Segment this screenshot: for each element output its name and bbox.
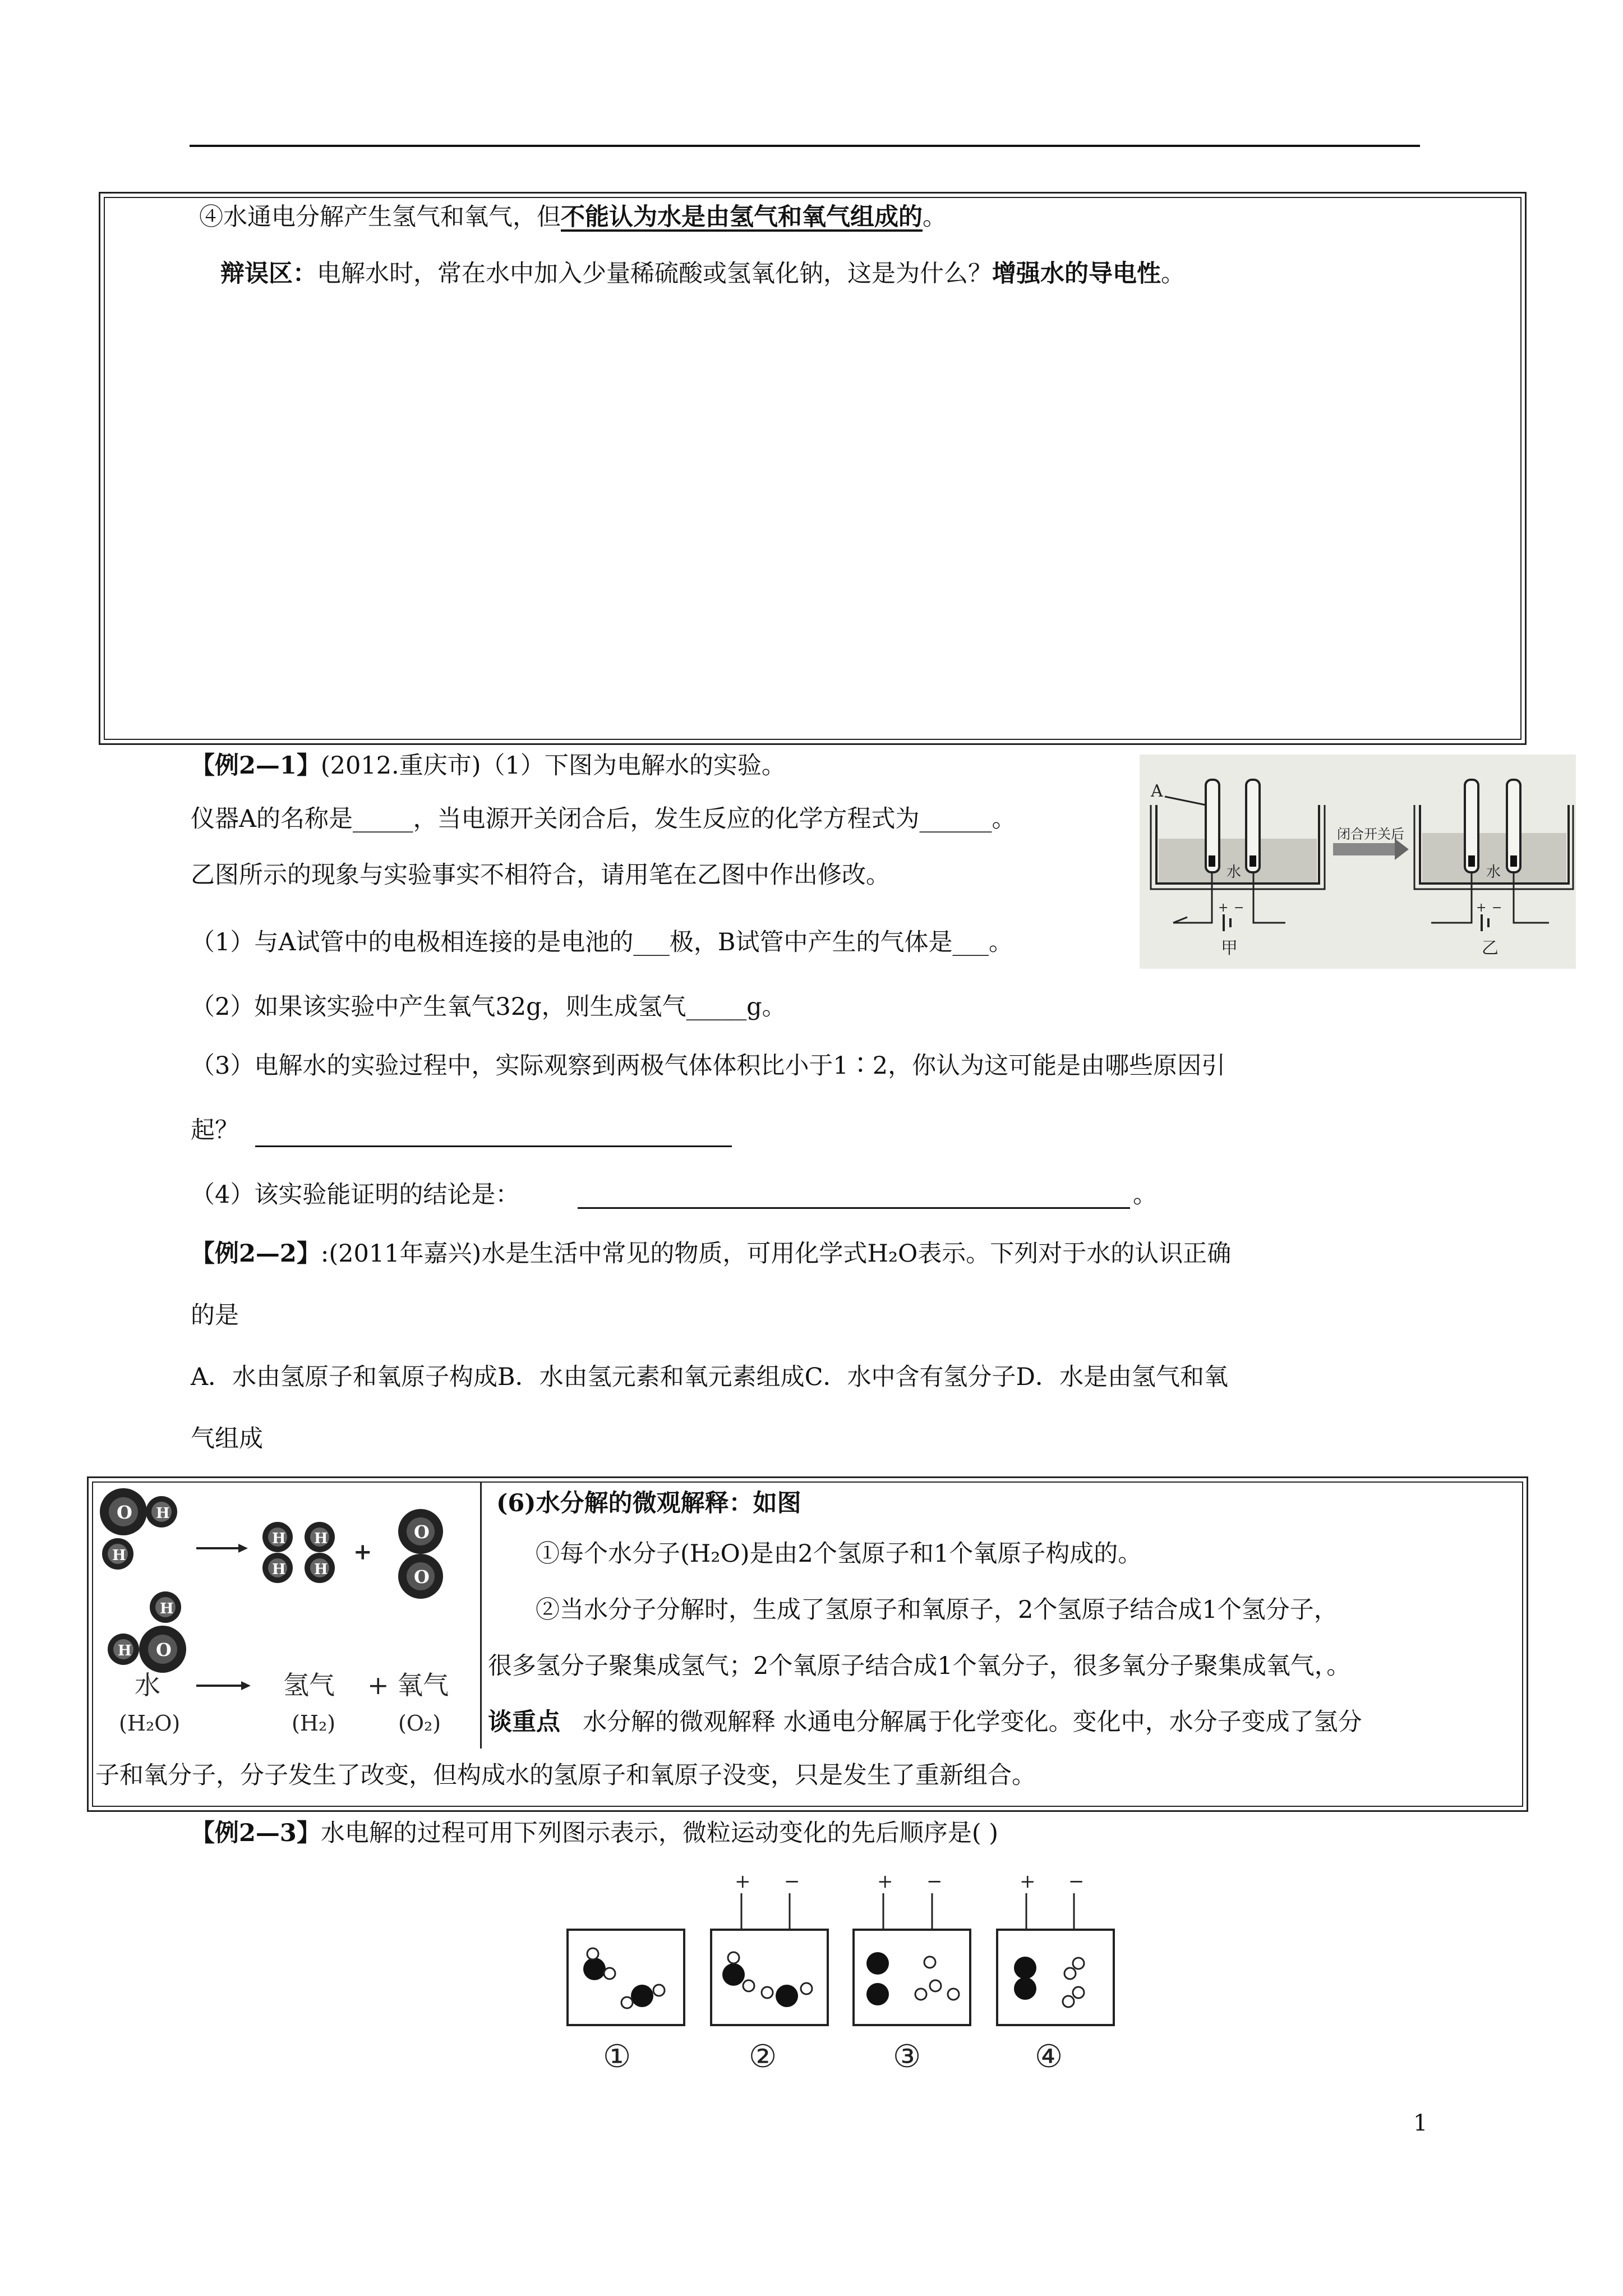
example-2-2-options-cont: 气组成 — [191, 1425, 263, 1453]
electrolysis-figure — [1140, 754, 1576, 969]
formula-hydrogen: (H₂) — [292, 1711, 336, 1736]
note-end: 。 — [923, 203, 947, 231]
header-rule — [190, 145, 1420, 147]
water-decomposition-figure — [95, 1484, 477, 1747]
battery-plus-left: + — [1218, 901, 1229, 915]
atom-label: H — [118, 1642, 132, 1659]
example-source: (2012.重庆市)（1）下图为电解水的实验。 — [320, 752, 786, 780]
question-4: （4）该实验能证明的结论是： — [191, 1181, 520, 1209]
hydrogen-molecules — [262, 1522, 335, 1583]
water-molecule-2 — [108, 1591, 186, 1673]
note-line-2 — [220, 257, 1185, 291]
question-3-line-1: （3）电解水的实验过程中，实际观察到两极气体体积比小于1∶2，你认为这可能是由哪些原因引 — [191, 1052, 1226, 1080]
formula-water: (H₂O) — [119, 1711, 181, 1736]
atom-label: O — [414, 1521, 430, 1543]
atom-label: O — [156, 1639, 172, 1660]
note-line-1 — [199, 200, 947, 234]
water-molecule-1 — [100, 1488, 177, 1570]
box-divider-vertical — [480, 1482, 482, 1749]
note-text: ④水通电分解产生氢气和氧气，但 — [199, 203, 561, 231]
example-2-1-heading — [191, 749, 786, 783]
battery-minus-right: − — [1492, 901, 1502, 915]
arrow-label: 闭合开关后 — [1337, 826, 1404, 842]
answer-blank-4[interactable] — [578, 1207, 1130, 1209]
page-number: 1 — [1413, 2110, 1428, 2136]
label-hydrogen: 氢气 — [283, 1670, 335, 1700]
atom-label: H — [272, 1561, 286, 1578]
atom-label: H — [156, 1505, 170, 1522]
example-2-2-options: A．水由氢原子和氧原子构成B．水由氢元素和氧元素组成C．水中含有氢分子D．水是由氢气和氧 — [191, 1363, 1229, 1391]
plus-sign: + — [353, 1539, 372, 1565]
sequence-panel-3 — [854, 1893, 970, 2025]
formula-oxygen: (O₂) — [398, 1711, 441, 1736]
electrode-minus: − — [926, 1874, 943, 1893]
battery-minus-left: − — [1234, 901, 1244, 915]
atom-label: O — [117, 1502, 132, 1523]
label-yi: 乙 — [1482, 938, 1498, 958]
panel-label-4: ④ — [1035, 2039, 1063, 2075]
micro-explanation-point-2b: 很多氢分子聚集成氢气；2个氧原子结合成1个氧分子，很多氧分子聚集成氧气，。 — [488, 1652, 1351, 1680]
atom-label: O — [414, 1566, 430, 1588]
electrode-plus: + — [1020, 1874, 1036, 1893]
example-tag: 【例2—1】 — [191, 752, 321, 780]
battery-plus-right: + — [1476, 901, 1487, 915]
misconception-label: 辩误区： — [220, 260, 317, 288]
example-text: 水电解的过程可用下列图示表示，微粒运动变化的先后顺序是( ) — [320, 1819, 999, 1847]
panel-label-2: ② — [749, 2039, 777, 2075]
panel-label-1: ① — [603, 2039, 631, 2075]
sequence-panel-4 — [997, 1893, 1114, 2025]
micro-explanation-title: (6)水分解的微观解释：如图 — [496, 1489, 801, 1517]
question-2: （2）如果该实验中产生氧气32g，则生成氢气_____g。 — [191, 993, 786, 1021]
example-2-1-line-2: 乙图所示的现象与实验事实不相符合，请用笔在乙图中作出修改。 — [191, 861, 890, 889]
electrode-plus: + — [877, 1874, 893, 1893]
label-oxygen: + 氧气 — [367, 1670, 449, 1700]
answer-blank-3[interactable] — [255, 1145, 732, 1147]
electrolysis-sequence-figure — [555, 1874, 1138, 2087]
sequence-panel-2 — [711, 1893, 828, 2025]
electrode-minus: − — [1068, 1874, 1085, 1893]
example-2-2-line-1 — [191, 1237, 1231, 1271]
question-3-line-2: 起？ — [191, 1116, 239, 1144]
example-2-2-line-2: 的是 — [191, 1301, 239, 1329]
reaction-arrow-icon — [196, 1544, 248, 1553]
label-a: A — [1151, 781, 1163, 801]
water-label-left: 水 — [1227, 864, 1242, 881]
example-2-3-heading — [191, 1816, 998, 1850]
focus-text: 水分解的微观解释 水通电分解属于化学变化。变化中，水分子变成了氢分 — [583, 1708, 1362, 1736]
water-label-right: 水 — [1486, 864, 1501, 881]
atom-label: H — [272, 1530, 286, 1547]
electrode-minus: − — [784, 1874, 800, 1893]
example-tag: 【例2—2】 — [191, 1240, 321, 1268]
oxygen-molecule — [398, 1509, 443, 1599]
misconception-text: 电解水时，常在水中加入少量稀硫酸或氢氧化钠，这是为什么？ — [317, 260, 992, 288]
misconception-answer: 增强水的导电性 — [992, 260, 1161, 288]
micro-explanation-point-2a: ②当水分子分解时，生成了氢原子和氧原子，2个氢原子结合成1个氢分子， — [536, 1596, 1338, 1624]
atom-label: H — [112, 1547, 126, 1564]
micro-explanation-point-1: ①每个水分子(H₂O)是由2个氢原子和1个氧原子构成的。 — [536, 1540, 1142, 1568]
label-water: 水 — [135, 1670, 160, 1700]
misconception-end: 。 — [1161, 260, 1185, 288]
electrode-plus: + — [735, 1874, 751, 1893]
atom-label: H — [160, 1600, 174, 1617]
example-tag: 【例2—3】 — [191, 1819, 321, 1847]
panel-label-3: ③ — [893, 2039, 921, 2075]
atom-label: H — [314, 1530, 328, 1547]
label-jia: 甲 — [1221, 938, 1238, 958]
question-4-end: 。 — [1133, 1181, 1157, 1209]
focus-line-2: 子和氧分子，分子发生了改变，但构成水的氢原子和氧原子没变，只是发生了重新组合。 — [95, 1761, 1036, 1789]
atom-label: H — [314, 1561, 328, 1578]
example-2-1-line-1: 仪器A的名称是_____，当电源开关闭合后，发生反应的化学方程式为______。 — [191, 805, 1016, 833]
example-text: :(2011年嘉兴)水是生活中常见的物质，可用化学式H₂O表示。下列对于水的认识正确 — [320, 1240, 1232, 1268]
question-1: （1）与A试管中的电极相连接的是电池的___极，B试管中产生的气体是___。 — [191, 928, 1013, 956]
word-arrow-icon — [196, 1681, 251, 1690]
sequence-panel-1 — [568, 1930, 684, 2025]
note-emphasis: 不能认为水是由氢气和氧气组成的 — [561, 203, 923, 231]
focus-label: 谈重点 — [488, 1708, 560, 1736]
focus-line-1 — [488, 1705, 1362, 1739]
